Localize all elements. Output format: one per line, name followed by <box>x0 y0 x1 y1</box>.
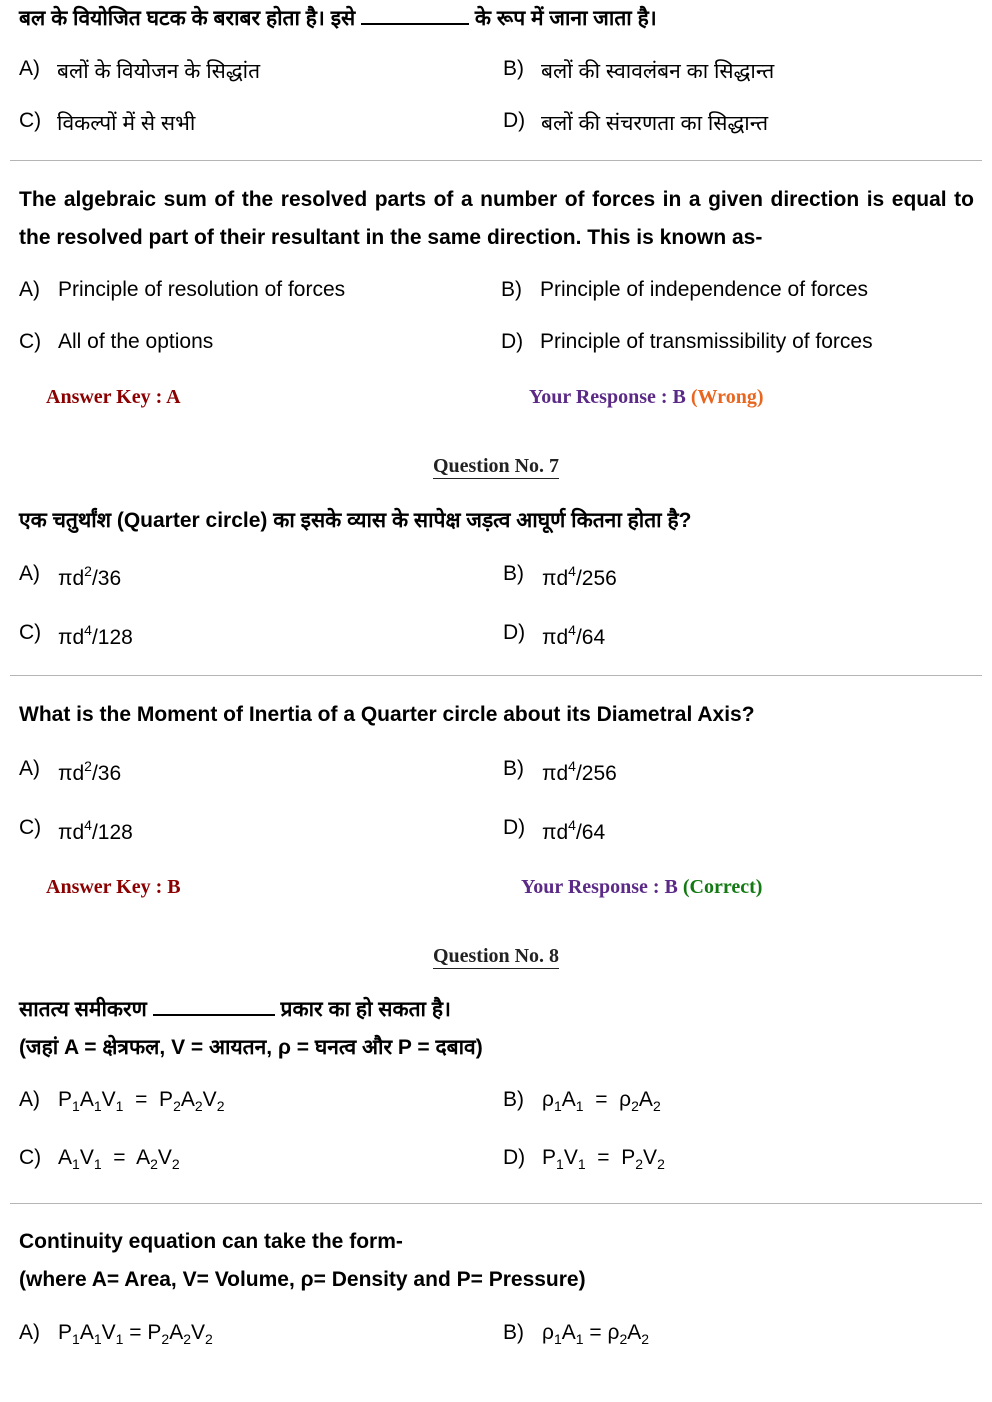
q8-hi-option-a[interactable] <box>19 1088 224 1112</box>
option-text: विकल्पों में से सभी <box>57 112 196 135</box>
option-label: B) <box>503 1088 524 1111</box>
q5-en-option-d[interactable] <box>501 330 873 354</box>
q5-hi-option-d[interactable] <box>503 109 768 137</box>
option-text: $\rho_1A_1 = \rho_2A_2$ <box>542 1321 650 1347</box>
q5-en-option-c[interactable] <box>19 330 213 354</box>
q5-en-option-a[interactable] <box>19 278 345 302</box>
q7-hi-option-b[interactable] <box>503 562 617 591</box>
q7-en-option-a[interactable] <box>19 757 121 786</box>
option-label: C) <box>19 109 42 132</box>
option-text: $\rho_1A_1 = \rho_2A_2$ <box>542 1088 661 1114</box>
your-response <box>521 876 762 899</box>
option-text: $\pi d^4/128$ <box>58 817 133 844</box>
option-text: बलों के वियोजन के सिद्धांत <box>57 60 261 83</box>
q5-hi-option-c[interactable] <box>19 109 195 137</box>
option-label: B) <box>501 278 522 301</box>
option-label: A) <box>19 57 40 80</box>
option-label: A) <box>19 562 40 585</box>
option-text: $P_1A_1V_1 = P_2A_2V_2$ <box>58 1088 225 1114</box>
option-label: B) <box>503 757 524 780</box>
question-number: Question No. 7 <box>432 455 560 477</box>
option-label: D) <box>503 816 526 839</box>
option-text: बलों की स्वावलंबन का सिद्धान्त <box>541 60 775 83</box>
option-text: $\pi d^2/36$ <box>58 758 122 785</box>
answer-blank <box>153 996 275 1016</box>
response-value: Your Response : B <box>521 876 678 898</box>
q7-english-question: What is the Moment of Inertia of a Quarter circle about its Diametral Axis? <box>19 703 755 726</box>
option-label: D) <box>501 330 524 353</box>
q5-english-question: The algebraic sum of the resolved parts of a number of forces in a given direction is equal to the resolved part of their resultant in the same direction. This is known as- <box>19 188 974 249</box>
q8-en-option-b[interactable] <box>503 1321 649 1345</box>
q8-hi-option-d[interactable] <box>503 1146 665 1170</box>
option-text: $\pi d^4/256$ <box>542 758 617 785</box>
q5-en-option-b[interactable] <box>501 278 868 302</box>
q7-en-option-b[interactable] <box>503 757 617 786</box>
option-label: C) <box>19 330 42 353</box>
q5-hindi-question: बल के वियोजित घटक के बराबर होता है। इसे के रूप में जाना जाता है। <box>19 7 657 30</box>
option-text: $\pi d^4/256$ <box>542 563 617 590</box>
q8-hi-option-c[interactable] <box>19 1146 180 1170</box>
option-label: A) <box>19 1088 40 1111</box>
section-divider <box>10 1203 982 1204</box>
option-label: A) <box>19 1321 40 1344</box>
q7-hi-option-a[interactable] <box>19 562 121 591</box>
option-text: बलों की संचरणता का सिद्धान्त <box>541 112 769 135</box>
option-text: $A_1V_1 = A_2V_2$ <box>58 1146 180 1172</box>
option-text: $\pi d^4/64$ <box>542 622 606 649</box>
option-text: $\pi d^2/36$ <box>58 563 122 590</box>
option-text: $\pi d^4/128$ <box>58 622 133 649</box>
q5-hi-option-b[interactable] <box>503 57 774 85</box>
section-divider <box>10 160 982 161</box>
option-label: D) <box>503 1146 526 1169</box>
q8-en-option-a[interactable] <box>19 1321 213 1345</box>
option-text: All of the options <box>58 330 214 353</box>
option-text: $P_1A_1V_1 = P_2A_2V_2$ <box>58 1321 213 1347</box>
option-text: Principle of transmissibility of forces <box>540 330 873 353</box>
q7-en-option-d[interactable] <box>503 816 605 845</box>
option-label: A) <box>19 757 40 780</box>
option-label: A) <box>19 278 40 301</box>
answer-key: Answer Key : A <box>46 386 181 408</box>
option-text: Principle of independence of forces <box>540 278 869 301</box>
status-badge: (Correct) <box>682 876 763 898</box>
answer-key: Answer Key : B <box>46 876 181 898</box>
option-label: D) <box>503 109 526 132</box>
section-divider <box>10 675 982 676</box>
q8-hindi-question: सातत्य समीकरण प्रकार का हो सकता है। (जहां A = क्षेत्रफल, V = आयतन, ρ = घनत्व और P = दबाव) <box>19 998 483 1059</box>
q7-en-option-c[interactable] <box>19 816 133 845</box>
q7-hi-option-c[interactable] <box>19 621 133 650</box>
q8-english-question: Continuity equation can take the form- (where A= Area, V= Volume, ρ= Density and P= Pressure) <box>19 1230 586 1291</box>
question-number: Question No. 8 <box>432 945 560 967</box>
option-label: B) <box>503 57 524 80</box>
option-label: B) <box>503 1321 524 1344</box>
answer-blank <box>361 5 469 25</box>
q7-hindi-question: एक चतुर्थांश (Quarter circle) का इसके व्यास के सापेक्ष जड़त्व आघूर्ण कितना होता है? <box>19 509 692 532</box>
option-label: C) <box>19 1146 42 1169</box>
option-text: $P_1V_1 = P_2V_2$ <box>542 1146 665 1172</box>
option-label: D) <box>503 621 526 644</box>
option-label: C) <box>19 621 42 644</box>
q8-hi-option-b[interactable] <box>503 1088 661 1112</box>
status-badge: (Wrong) <box>690 386 764 408</box>
option-text: Principle of resolution of forces <box>58 278 346 301</box>
your-response <box>529 386 763 409</box>
option-label: B) <box>503 562 524 585</box>
q5-hi-option-a[interactable] <box>19 57 260 85</box>
option-text: $\pi d^4/64$ <box>542 817 606 844</box>
q7-hi-option-d[interactable] <box>503 621 605 650</box>
option-label: C) <box>19 816 42 839</box>
response-value: Your Response : B <box>529 386 686 408</box>
